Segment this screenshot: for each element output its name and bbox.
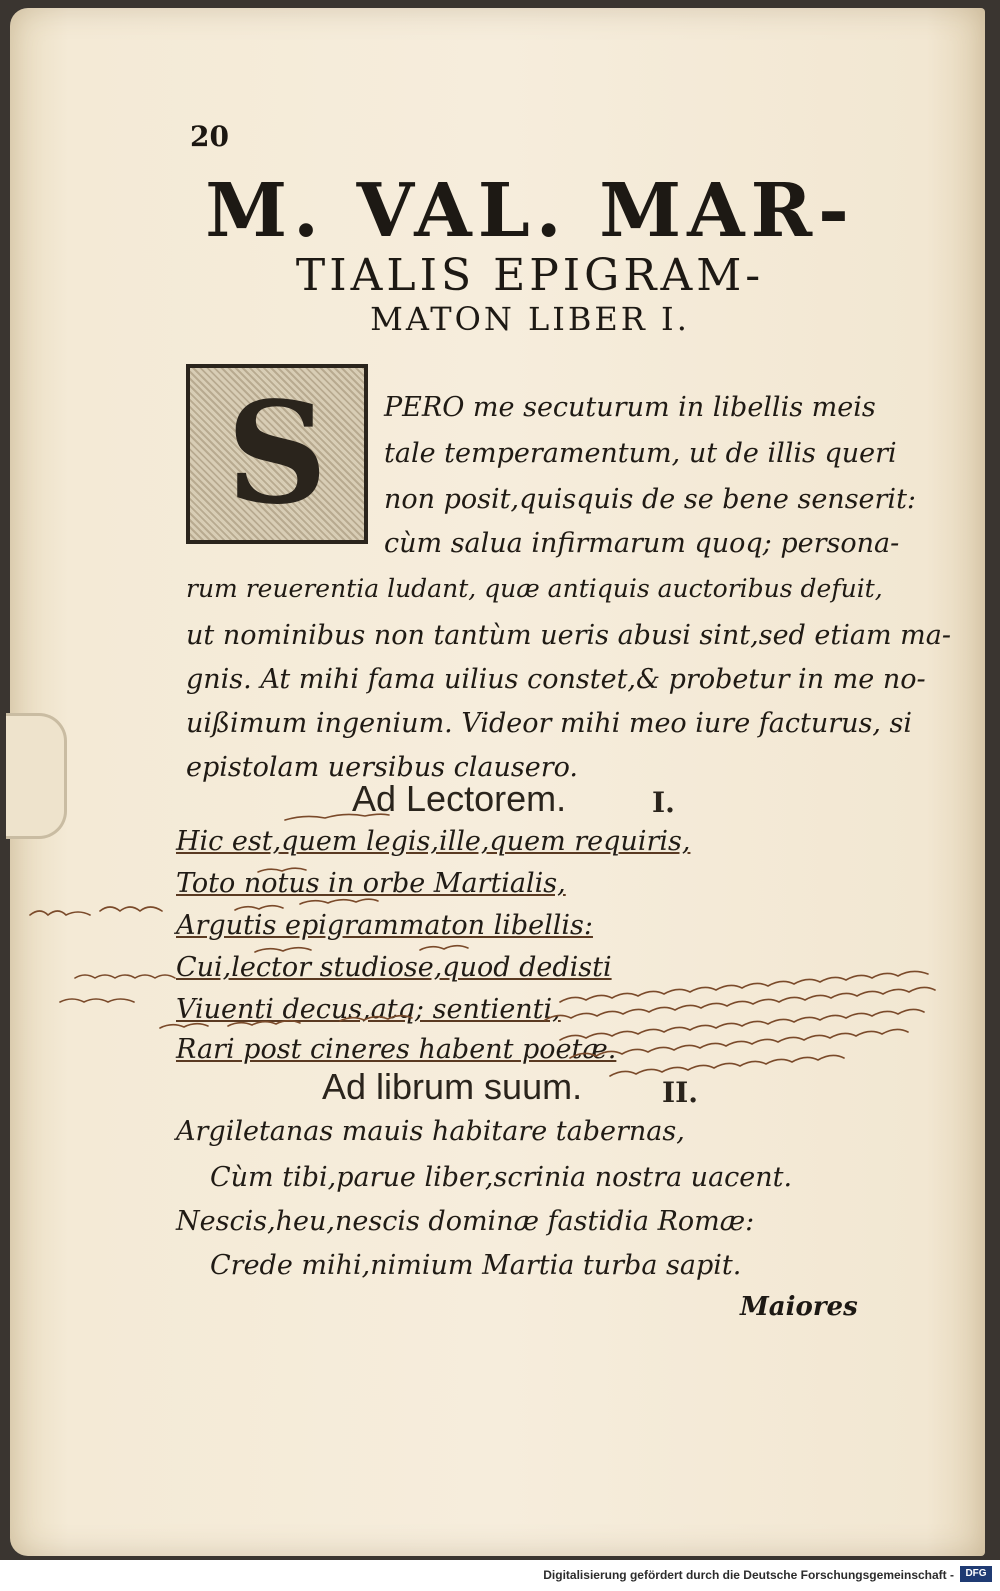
preface-line: non posit,quisquis de se bene senserit: [384, 484, 917, 515]
verse-line: Hic est,quem legis,ille,quem requiris, [176, 826, 691, 857]
epigram-2-heading: Ad librum suum. [322, 1066, 583, 1107]
title-line-1: M. VAL. MAR- [205, 168, 855, 254]
digitization-credit: Digitalisierung gefördert durch die Deutsche Forschungsgemeinschaft - [543, 1568, 954, 1582]
page-number: 20 [190, 120, 229, 153]
epigram-1-heading: Ad Lectorem. [352, 778, 567, 819]
initial-letter: S [226, 372, 328, 536]
epigram-1-numeral: I. [652, 786, 675, 819]
title-line-2: TIALIS EPIGRAM- [295, 250, 765, 301]
verse-line: Rari post cineres habent poetæ. [176, 1034, 617, 1065]
verse-line: Argiletanas mauis habitare tabernas, [176, 1116, 685, 1147]
preface-line: PERO me secuturum in libellis meis [384, 392, 876, 423]
verse-line: Toto notus in orbe Martialis, [176, 868, 566, 899]
preface-line: cùm salua infirmarum quoq; persona- [384, 528, 900, 559]
verse-line: Crede mihi,nimium Martia turba sapit. [210, 1250, 742, 1281]
preface-line: rum reuerentia ludant, quæ antiquis auctoribus defuit, [186, 574, 883, 603]
verse-line: Cùm tibi,parue liber,scrinia nostra uacent. [210, 1162, 793, 1193]
verse-line: Cui,lector studiose,quod dedisti [176, 952, 612, 983]
preface-line: ut nominibus non tantùm ueris abusi sint,sed etiam ma- [186, 620, 951, 651]
verse-line: Argutis epigrammaton libellis: [176, 910, 593, 941]
preface-line: gnis. At mihi fama uilius constet,& probetur in me no- [186, 664, 926, 695]
verse-line: Nescis,heu,nescis dominæ fastidia Romæ: [176, 1206, 755, 1237]
preface-line: tale temperamentum, ut de illis queri [384, 438, 897, 469]
epigram-2-numeral: II. [662, 1076, 698, 1109]
verse-line: Viuenti decus,atq; sentienti, [176, 994, 561, 1025]
preface-line: uißimum ingenium. Videor mihi meo iure facturus, si [186, 708, 913, 739]
title-line-3: MATON LIBER I. [370, 300, 690, 338]
dfg-logo: DFG [960, 1566, 992, 1582]
preface-line: epistolam uersibus clausero. [186, 752, 579, 783]
catchword: Maiores [740, 1292, 858, 1322]
